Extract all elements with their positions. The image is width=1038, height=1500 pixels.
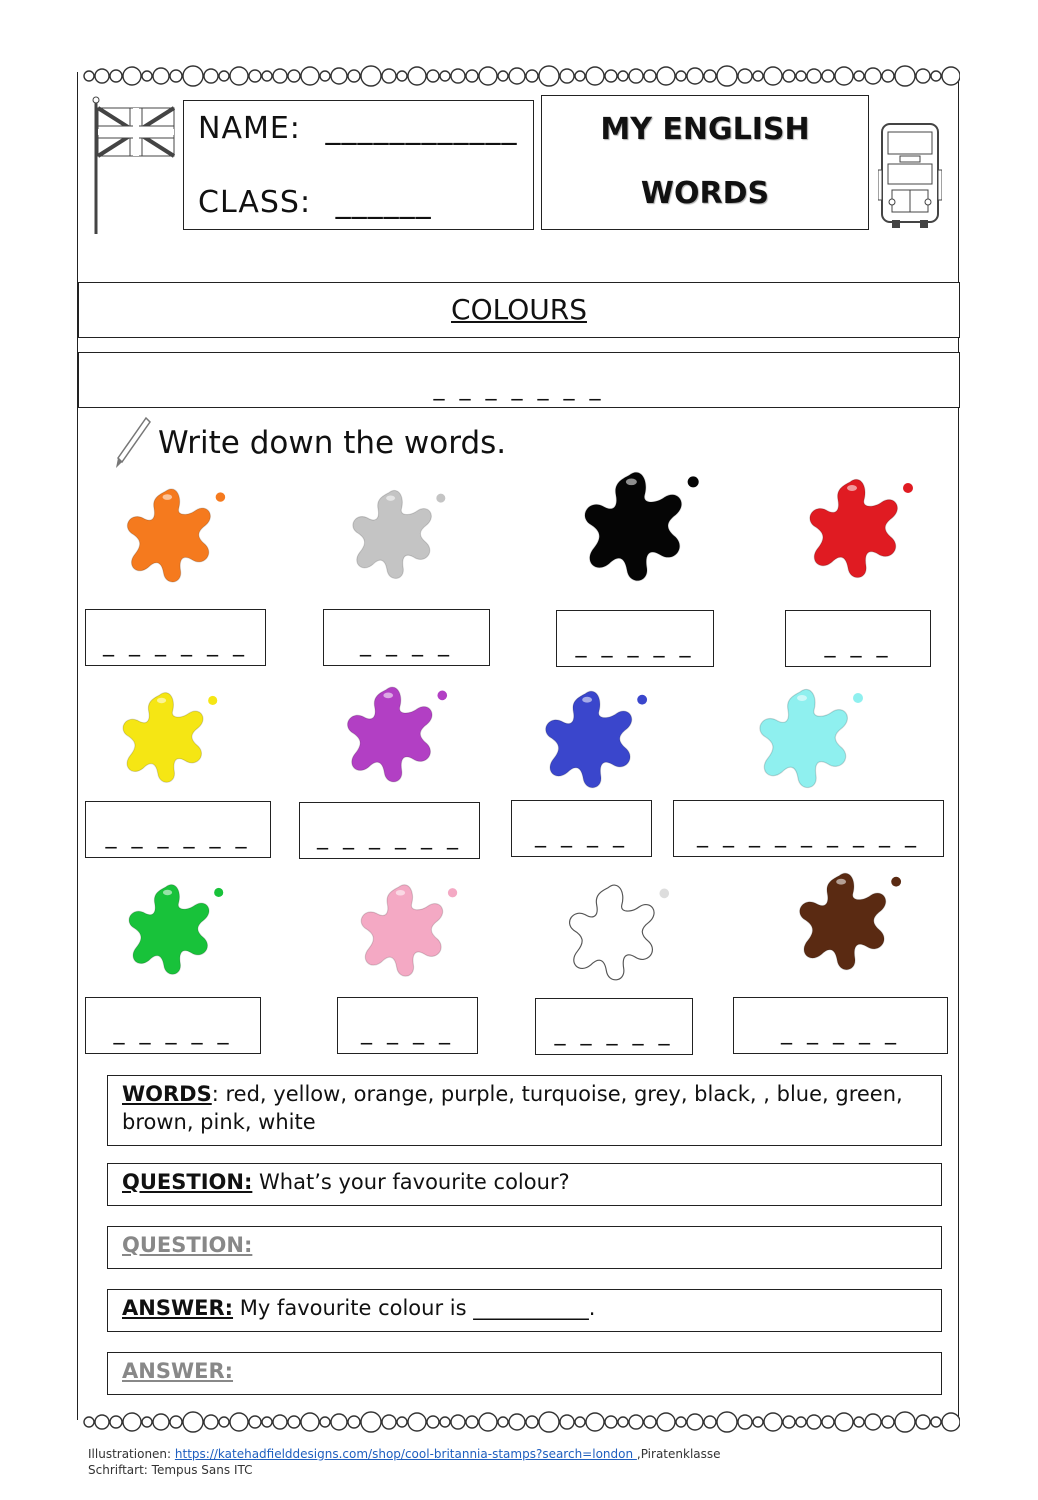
border-bubble (644, 1416, 656, 1428)
border-bubble (931, 71, 941, 81)
footer (88, 1446, 721, 1478)
words-box (107, 1075, 942, 1146)
border-bubble (895, 66, 915, 86)
colour-answer-blank: _ _ _ _ _ (781, 1020, 900, 1045)
border-bubble (865, 1414, 881, 1430)
colour-answer-blank: _ _ _ _ _ (575, 633, 695, 658)
border-bubble (738, 1415, 752, 1429)
border-bubble (288, 70, 300, 82)
border-bubble (560, 69, 574, 83)
border-bubble (440, 71, 450, 81)
question-en-text: What’s your favourite colour? (252, 1170, 570, 1194)
colour-answer-blank: _ _ _ _ _ _ (317, 825, 462, 850)
question-de-label: QUESTION: (122, 1233, 253, 1257)
border-bubble (288, 1416, 300, 1428)
border-bubble (427, 1416, 439, 1428)
border-bubble (273, 1415, 287, 1429)
colour-answer-blank: _ _ _ _ (535, 823, 628, 848)
london-bus-icon (878, 120, 942, 230)
question-en-box (107, 1163, 942, 1206)
border-bubble (575, 1417, 585, 1427)
border-bubble (657, 67, 675, 85)
border-bubble (822, 1416, 834, 1428)
name-row (198, 111, 517, 146)
border-bubble (807, 69, 821, 83)
topic-heading-box (78, 282, 960, 338)
class-row (198, 185, 432, 220)
name-label: NAME: (198, 111, 301, 146)
border-bubble (153, 68, 169, 84)
border-bubble (397, 71, 407, 81)
border-bubble (170, 1416, 182, 1428)
words-label: WORDS (122, 1082, 212, 1106)
colour-blot-icon (790, 864, 904, 978)
pen-icon (112, 416, 152, 472)
border-bubble (204, 69, 218, 83)
border-bubble (440, 1417, 450, 1427)
footer-illus-label: Illustrationen: (88, 1447, 175, 1461)
border-bubble (348, 70, 360, 82)
border-bubble (854, 71, 864, 81)
border-bubble (586, 67, 604, 85)
question-de-box[interactable] (107, 1226, 942, 1269)
border-bubble (895, 1412, 915, 1432)
colour-blot-icon (118, 480, 228, 590)
border-bubble (526, 1416, 538, 1428)
colour-answer-blank: _ _ _ _ (361, 1020, 454, 1045)
border-bubble (575, 71, 585, 81)
border-bubble (835, 67, 853, 85)
border-bubble (361, 66, 381, 86)
colour-blot-icon (338, 678, 450, 790)
colour-answer-blank: _ _ _ _ _ (554, 1021, 674, 1046)
answer-de-label: ANSWER: (122, 1359, 234, 1383)
colour-answer-box[interactable] (323, 609, 490, 666)
title-line-2: WORDS (640, 176, 770, 211)
border-bubble (717, 1412, 737, 1432)
border-bubble (230, 1413, 248, 1431)
colour-answer-box[interactable] (511, 800, 652, 857)
union-jack-flag-icon (90, 96, 180, 236)
border-bubble (84, 1417, 94, 1427)
border-bubble (942, 67, 960, 85)
colour-answer-blank: _ _ _ _ _ _ (105, 824, 251, 849)
border-bubble (479, 67, 497, 85)
title-line-1: MY ENGLISH (600, 112, 810, 147)
border-bubble (110, 70, 122, 82)
border-bubble (526, 70, 538, 82)
border-bubble (676, 1417, 686, 1427)
border-bubble (942, 1413, 960, 1431)
border-bubble (854, 1417, 864, 1427)
border-bubble (382, 69, 396, 83)
border-bubble (249, 1416, 261, 1428)
border-bubble (153, 1414, 169, 1430)
border-bubble (301, 1413, 319, 1431)
border-bubble (539, 1412, 559, 1432)
border-bubble (183, 66, 203, 86)
colour-blot-icon (800, 470, 916, 586)
border-bubble (95, 69, 109, 83)
colour-answer-blank: _ _ _ _ _ _ _ _ _ (697, 823, 920, 848)
border-bubble (170, 70, 182, 82)
border-bubble (822, 70, 834, 82)
border-bubble (882, 70, 894, 82)
border-bubble (249, 70, 261, 82)
translation-blank: _ _ _ _ _ _ _ (433, 376, 605, 401)
colour-answer-box[interactable] (337, 997, 478, 1054)
colour-answer-box[interactable] (556, 610, 714, 667)
border-bubble (320, 71, 330, 81)
colour-answer-blank: _ _ _ _ _ (113, 1020, 233, 1045)
border-bubble (738, 69, 752, 83)
border-bubble (123, 67, 141, 85)
border-bubble (219, 71, 229, 81)
colour-answer-box[interactable] (535, 998, 693, 1055)
border-bubble (509, 1414, 525, 1430)
footer-illus-suffix: ,Piratenklasse (636, 1447, 721, 1461)
border-bubble (605, 1416, 617, 1428)
answer-en-box[interactable] (107, 1289, 942, 1332)
border-bubble (687, 1414, 703, 1430)
border-bubble (764, 1413, 782, 1431)
border-bubble (796, 1417, 806, 1427)
colour-answer-box[interactable] (785, 610, 931, 667)
border-bubble (262, 1417, 272, 1427)
border-bubble (84, 71, 94, 81)
colour-blot-icon (560, 876, 672, 988)
footer-illustrations (88, 1446, 721, 1462)
border-bubble (783, 1416, 795, 1428)
frame-right-border (958, 72, 959, 1420)
colour-blot-icon (750, 680, 866, 796)
colour-blot-icon (114, 684, 220, 790)
answer-en-text: My favourite colour is ___________. (233, 1296, 596, 1320)
footer-illus-link[interactable]: https://katehadfielddesigns.com/shop/cool-britannia-stamps?search=london (174, 1447, 637, 1461)
border-bubble (142, 1417, 152, 1427)
colour-answer-box[interactable] (85, 997, 261, 1054)
answer-de-box[interactable] (107, 1352, 942, 1395)
frame-left-border (77, 72, 78, 1420)
topic-heading: COLOURS (451, 293, 587, 326)
border-bubble (560, 1415, 574, 1429)
name-blank[interactable]: ____________ (325, 111, 518, 146)
border-bubble (618, 1417, 628, 1427)
colour-answer-blank: _ _ _ _ (360, 632, 453, 657)
colour-answer-blank: _ _ _ (824, 633, 892, 658)
border-bubble (704, 70, 716, 82)
border-bubble (704, 1416, 716, 1428)
colour-blot-icon (574, 462, 702, 590)
border-bubble (865, 68, 881, 84)
border-bubble (219, 1417, 229, 1427)
border-bubble (498, 1417, 508, 1427)
border-bubble (629, 69, 643, 83)
border-bubble (361, 1412, 381, 1432)
border-bubble (204, 1415, 218, 1429)
colour-answer-box[interactable] (673, 800, 944, 857)
colour-blot-icon (352, 876, 460, 984)
border-bubble (605, 70, 617, 82)
border-bubble (301, 67, 319, 85)
border-bubble (183, 1412, 203, 1432)
border-bubble (916, 1415, 930, 1429)
bubble-border-bottom (78, 1410, 960, 1434)
border-bubble (397, 1417, 407, 1427)
class-label: CLASS: (198, 185, 312, 220)
border-bubble (110, 1416, 122, 1428)
question-en-label: QUESTION: (122, 1170, 253, 1194)
border-bubble (408, 67, 426, 85)
border-bubble (466, 70, 478, 82)
border-bubble (123, 1413, 141, 1431)
colour-answer-box[interactable] (299, 802, 480, 859)
border-bubble (687, 68, 703, 84)
border-bubble (657, 1413, 675, 1431)
border-bubble (618, 71, 628, 81)
colour-answer-blank: _ _ _ _ _ _ (103, 632, 248, 657)
border-bubble (348, 1416, 360, 1428)
border-bubble (539, 66, 559, 86)
border-bubble (509, 68, 525, 84)
class-blank[interactable]: ______ (335, 185, 432, 220)
border-bubble (451, 1415, 465, 1429)
border-bubble (916, 69, 930, 83)
border-bubble (676, 71, 686, 81)
border-bubble (796, 71, 806, 81)
border-bubble (717, 66, 737, 86)
border-bubble (95, 1415, 109, 1429)
instruction-text: Write down the words. (158, 425, 507, 461)
border-bubble (807, 1415, 821, 1429)
border-bubble (644, 70, 656, 82)
border-bubble (586, 1413, 604, 1431)
border-bubble (629, 1415, 643, 1429)
border-bubble (466, 1416, 478, 1428)
border-bubble (408, 1413, 426, 1431)
border-bubble (262, 71, 272, 81)
border-bubble (498, 71, 508, 81)
border-bubble (931, 1417, 941, 1427)
border-bubble (764, 67, 782, 85)
border-bubble (331, 68, 347, 84)
colour-answer-box[interactable] (733, 997, 948, 1054)
border-bubble (331, 1414, 347, 1430)
border-bubble (382, 1415, 396, 1429)
translation-box[interactable] (78, 352, 960, 408)
words-list: : red, yellow, orange, purple, turquoise, grey, black, , blue, green, brown, pink, white (122, 1082, 903, 1134)
border-bubble (783, 70, 795, 82)
colour-blot-icon (344, 482, 448, 586)
border-bubble (479, 1413, 497, 1431)
bubble-border-top (78, 64, 960, 88)
border-bubble (753, 1417, 763, 1427)
border-bubble (427, 70, 439, 82)
border-bubble (142, 71, 152, 81)
border-bubble (273, 69, 287, 83)
answer-en-label: ANSWER: (122, 1296, 234, 1320)
colour-answer-box[interactable] (85, 609, 266, 666)
colour-blot-icon (120, 876, 226, 982)
footer-font-line: Schriftart: Tempus Sans ITC (88, 1463, 253, 1477)
border-bubble (753, 71, 763, 81)
colour-blot-icon (536, 682, 650, 796)
border-bubble (451, 69, 465, 83)
title-box (541, 95, 869, 230)
border-bubble (230, 67, 248, 85)
border-bubble (835, 1413, 853, 1431)
name-class-box (183, 100, 534, 230)
border-bubble (320, 1417, 330, 1427)
border-bubble (882, 1416, 894, 1428)
colour-answer-box[interactable] (85, 801, 271, 858)
